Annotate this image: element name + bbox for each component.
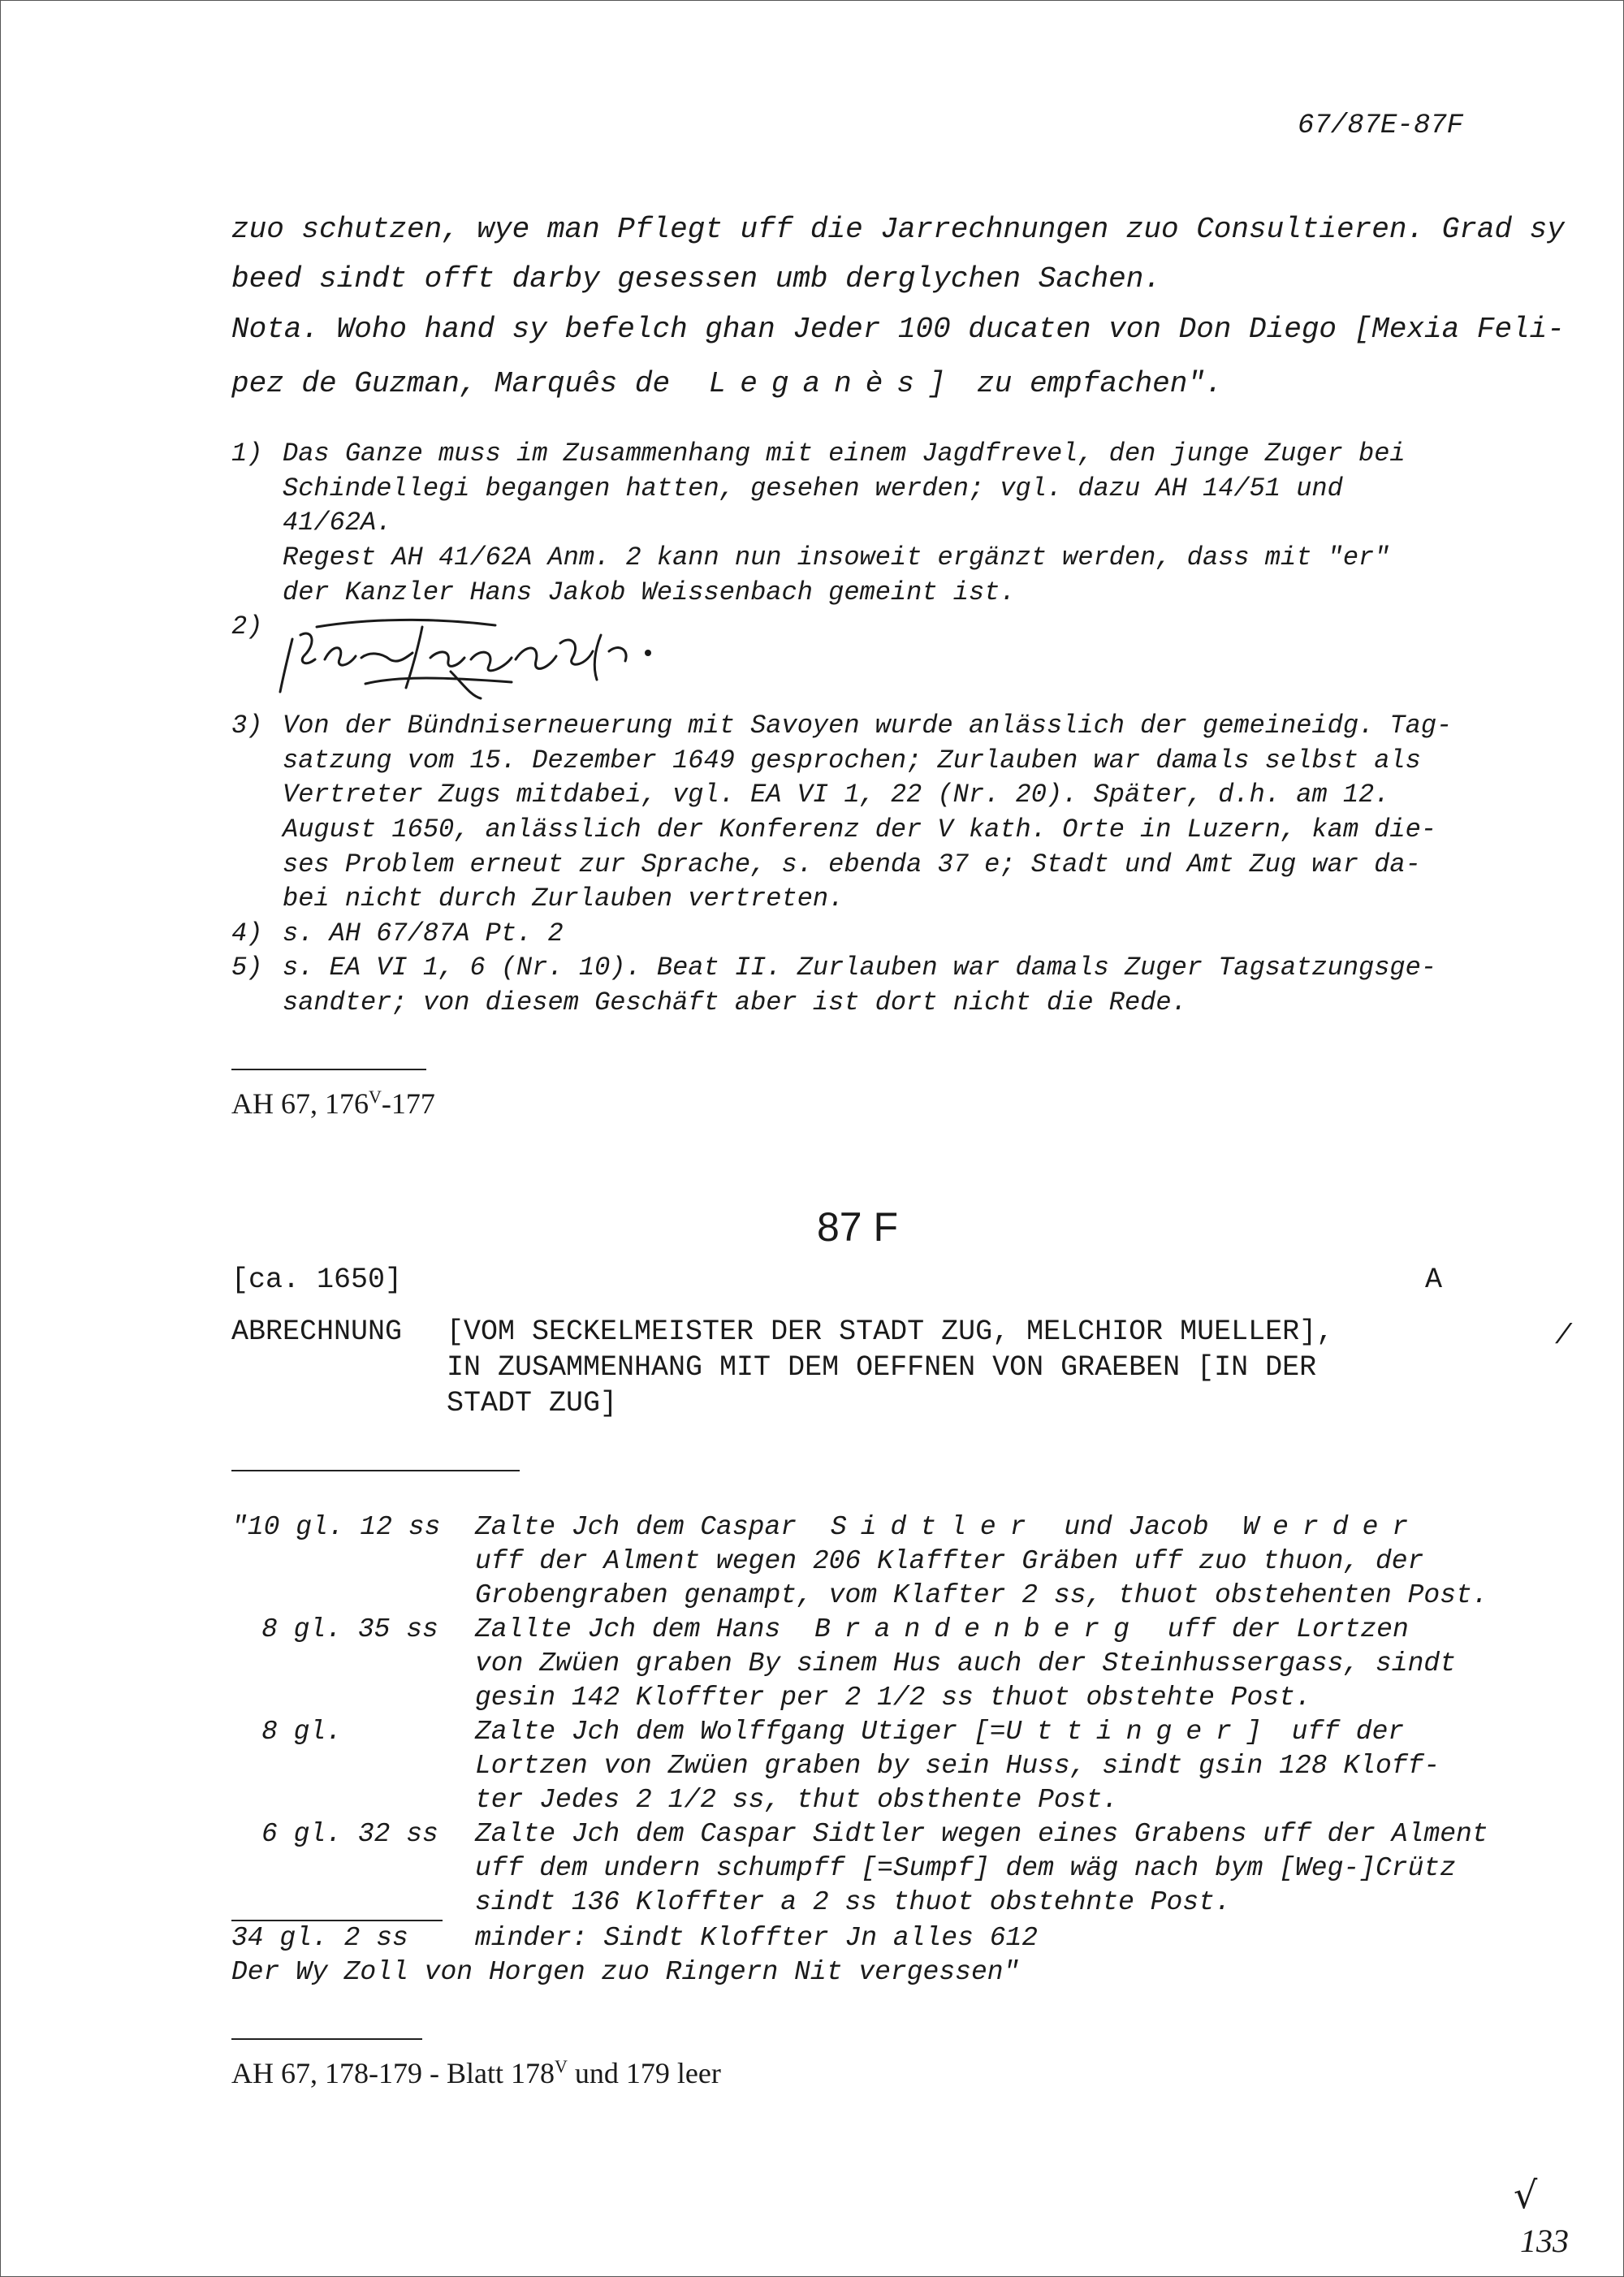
source-reference-b-end: und 179 leer [567,2057,721,2089]
entry-title-line-3: STADT ZUG] [447,1387,618,1419]
entry-letter: A [1425,1264,1443,1296]
ledger-total-amount: 34 gl. 2 ss [231,1923,408,1953]
note-1-line-1: Das Ganze muss im Zusammenhang mit einem Jagdfrevel, den junge Zuger bei [283,439,1406,469]
ledger-row-3-line-3: ter Jedes 2 1/2 ss, thut obsthente Post. [475,1785,1119,1815]
note-4-line-1: s. AH 67/87A Pt. 2 [283,918,564,948]
ledger-row-2-line-2: von Zwüen graben By sinem Hus auch der Steinhussergass, sindt [475,1648,1456,1679]
intro-line-4 [231,359,1223,409]
entry-title-line-2: IN ZUSAMMENHANG MIT DEM OEFFNEN VON GRAEBEN [IN DER [447,1351,1317,1384]
note-3-number: 3) [231,711,263,741]
name-werder: Werder [1242,1512,1423,1542]
entry-title-line-1: [VOM SECKELMEISTER DER STADT ZUG, MELCHIOR MUELLER], [447,1316,1334,1348]
folio-number: 133 [1520,2223,1569,2259]
ledger-row-1-line-3: Grobengraben genampt, vom Klafter 2 ss, thuot obstehenten Post. [475,1580,1488,1610]
ledger-row-2-amount: 8 gl. 35 ss [261,1614,438,1644]
ledger-row-2-end: uff der Lortzen [1167,1614,1409,1644]
ledger-row-3-line-2: Lortzen von Zwüen graben by sein Huss, sindt gsin 128 Kloff- [475,1751,1440,1781]
handwritten-signature-image [268,611,690,700]
note-5-line-1: s. EA VI 1, 6 (Nr. 10). Beat II. Zurlauben war damals Zuger Tagsatzungsge- [283,953,1437,983]
source-reference-a-end: -177 [381,1087,435,1120]
note-1-line-5: der Kanzler Hans Jakob Weissenbach gemeint ist. [283,577,1016,607]
ledger-row-1-text: Zalte Jch dem Caspar [475,1512,797,1542]
source-reference-a-verso: V [369,1087,382,1107]
name-leganes: Leganès] [708,367,960,400]
entry-date: [ca. 1650] [231,1264,403,1296]
note-2-number: 2) [231,611,263,642]
ledger-row-3-text: Zalte Jch dem Wolffgang Utiger [=U [475,1717,1022,1747]
note-3-line-3: Vertreter Zugs mitdabei, vgl. EA VI 1, 22 (Nr. 20). Später, d.h. am 12. [283,780,1390,810]
source-reference-b-text: AH 67, 178-179 - Blatt 178 [231,2057,555,2089]
ledger-row-2-text: Zallte Jch dem Hans [475,1614,781,1644]
entry-title-label: ABRECHNUNG [231,1316,403,1348]
ledger-row-1-conjunction: und Jacob [1064,1512,1209,1542]
intro-line-2: beed sindt offt darby gesessen umb derglychen Sachen. [231,262,1161,296]
note-4-number: 4) [231,918,263,948]
ledger-row-2-line-3: gesin 142 Kloffter per 2 1/2 ss thuot obstehte Post. [475,1683,1311,1713]
ledger-row-4-amount: 6 gl. 32 ss [261,1819,438,1849]
ledger-row-1-line-1 [475,1510,1422,1545]
check-mark: √ [1514,2173,1538,2217]
ledger-row-4-line-2: uff dem undern schumpff [=Sumpf] dem wäg nach bym [Weg-]Crütz [475,1853,1456,1883]
ledger-row-1-amount: "10 gl. 12 ss [231,1512,441,1542]
separator-rule-2 [231,1470,520,1471]
note-3-line-4: August 1650, anlässlich der Konferenz der V kath. Orte in Luzern, kam die- [283,814,1437,845]
ledger-row-3-amount: 8 gl. [261,1717,343,1747]
source-reference-a-text: AH 67, 176 [231,1087,369,1120]
note-3-line-5: ses Problem erneut zur Sprache, s. ebenda 37 e; Stadt und Amt Zug war da- [283,849,1421,879]
entry-number: 87 F [817,1204,899,1250]
separator-rule-1 [231,1069,426,1070]
note-3-line-2: satzung vom 15. Dezember 1649 gesprochen; Zurlauben war damals selbst als [283,745,1421,776]
intro-line-4-start: pez de Guzman, Marquês de [231,367,671,400]
note-1-line-4: Regest AH 41/62A Anm. 2 kann nun insoweit ergänzt werden, dass mit "er" [283,542,1390,572]
note-5-number: 5) [231,953,263,983]
page-reference: 67/87E-87F [1298,110,1464,141]
ledger-row-1-line-2: uff der Alment wegen 206 Klaffter Gräben uff zuo thuon, der [475,1546,1424,1576]
ledger-row-4-line-1: Zalte Jch dem Caspar Sidtler wegen eines Grabens uff der Alment [475,1819,1488,1849]
separator-rule-3 [231,2038,422,2040]
name-brandenberg: Brandenberg [814,1614,1143,1644]
intro-line-3: Nota. Woho hand sy befelch ghan Jeder 100 ducaten von Don Diego [Mexia Feli- [231,313,1565,346]
source-reference-b-verso: V [554,2056,568,2076]
note-3-line-1: Von der Bündniserneuerung mit Savoyen wurde anlässlich der gemeineidg. Tag- [283,711,1453,741]
note-1-line-3: 41/62A. [283,508,392,538]
note-5-line-2: sandter; von diesem Geschäft aber ist dort nicht die Rede. [283,987,1187,1018]
note-1-line-2: Schindellegi begangen hatten, gesehen werden; vgl. dazu AH 14/51 und [283,473,1343,503]
name-uttinger: ttinger] [1036,1717,1276,1747]
note-1-number: 1) [231,439,263,469]
intro-line-4-end: zu empfachen". [977,367,1223,400]
ledger-row-3-line-1 [475,1715,1404,1749]
intro-line-1: zuo schutzen, wye man Pflegt uff die Jarrechnungen zuo Consultieren. Grad sy [231,213,1565,246]
name-sidtler: Sidtler [830,1512,1040,1542]
ledger-row-2-line-1 [475,1613,1409,1647]
ledger-row-3-end: uff der [1291,1717,1405,1747]
ledger-row-4-line-3: sindt 136 Kloffter a 2 ss thuot obstehnte Post. [475,1887,1231,1917]
margin-mark: / [1555,1321,1572,1352]
ledger-closing-line: Der Wy Zoll von Horgen zuo Ringern Nit vergessen" [231,1957,1020,1987]
source-reference-b [231,2056,721,2090]
source-reference-a [231,1087,435,1121]
ledger-total-text: minder: Sindt Kloffter Jn alles 612 [475,1923,1039,1953]
note-3-line-6: bei nicht durch Zurlauben vertreten. [283,884,844,914]
